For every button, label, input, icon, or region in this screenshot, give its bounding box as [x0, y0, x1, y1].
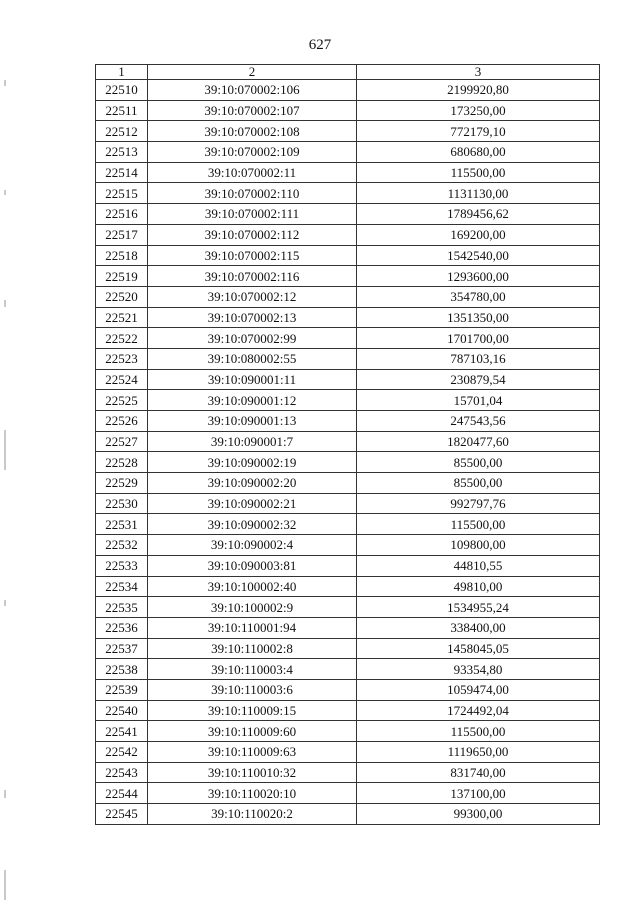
scan-mark — [4, 600, 6, 606]
value-cell: 1458045,05 — [357, 638, 600, 659]
cadastral-number-cell: 39:10:070002:111 — [148, 204, 357, 225]
table-row — [96, 328, 600, 349]
cadastral-number-cell: 39:10:070002:107 — [148, 100, 357, 121]
row-number-cell: 22522 — [96, 328, 148, 349]
value-cell: 109800,00 — [357, 535, 600, 556]
cadastral-number-cell: 39:10:090002:32 — [148, 514, 357, 535]
row-number-cell: 22510 — [96, 80, 148, 101]
value-cell: 772179,10 — [357, 121, 600, 142]
table-row — [96, 452, 600, 473]
cadastral-number-cell: 39:10:100002:9 — [148, 597, 357, 618]
table-row — [96, 411, 600, 432]
cadastral-number-cell: 39:10:110003:6 — [148, 679, 357, 700]
row-number-cell: 22525 — [96, 390, 148, 411]
value-cell: 1701700,00 — [357, 328, 600, 349]
table-row — [96, 617, 600, 638]
row-number-cell: 22513 — [96, 142, 148, 163]
row-number-cell: 22527 — [96, 431, 148, 452]
row-number-cell: 22535 — [96, 597, 148, 618]
value-cell: 1820477,60 — [357, 431, 600, 452]
scan-mark — [4, 300, 6, 307]
table-row — [96, 348, 600, 369]
cadastral-number-cell: 39:10:070002:109 — [148, 142, 357, 163]
value-cell: 787103,16 — [357, 348, 600, 369]
cadastral-number-cell: 39:10:080002:55 — [148, 348, 357, 369]
table-header-row — [96, 65, 600, 80]
value-cell: 2199920,80 — [357, 80, 600, 101]
cadastral-number-cell: 39:10:090001:12 — [148, 390, 357, 411]
row-number-cell: 22537 — [96, 638, 148, 659]
value-cell: 247543,56 — [357, 411, 600, 432]
table-row — [96, 224, 600, 245]
value-cell: 1534955,24 — [357, 597, 600, 618]
row-number-cell: 22538 — [96, 659, 148, 680]
row-number-cell: 22542 — [96, 742, 148, 763]
row-number-cell: 22539 — [96, 679, 148, 700]
row-number-cell: 22531 — [96, 514, 148, 535]
table-row — [96, 493, 600, 514]
table-row — [96, 783, 600, 804]
cadastral-number-cell: 39:10:070002:99 — [148, 328, 357, 349]
table-row — [96, 121, 600, 142]
row-number-cell: 22530 — [96, 493, 148, 514]
row-number-cell: 22541 — [96, 721, 148, 742]
column-header-3: 3 — [357, 65, 600, 80]
row-number-cell: 22544 — [96, 783, 148, 804]
value-cell: 831740,00 — [357, 762, 600, 783]
table-row — [96, 742, 600, 763]
cadastral-number-cell: 39:10:110003:4 — [148, 659, 357, 680]
value-cell: 1542540,00 — [357, 245, 600, 266]
cadastral-number-cell: 39:10:070002:115 — [148, 245, 357, 266]
cadastral-number-cell: 39:10:090002:20 — [148, 473, 357, 494]
scan-margin-marks — [0, 0, 12, 905]
table-row — [96, 638, 600, 659]
value-cell: 85500,00 — [357, 473, 600, 494]
scan-mark — [4, 870, 6, 900]
cadastral-number-cell: 39:10:110020:10 — [148, 783, 357, 804]
table-row — [96, 514, 600, 535]
table-row — [96, 804, 600, 825]
cadastral-number-cell: 39:10:070002:108 — [148, 121, 357, 142]
cadastral-number-cell: 39:10:110020:2 — [148, 804, 357, 825]
row-number-cell: 22512 — [96, 121, 148, 142]
row-number-cell: 22519 — [96, 266, 148, 287]
table-body — [96, 80, 600, 825]
table-row — [96, 597, 600, 618]
row-number-cell: 22524 — [96, 369, 148, 390]
row-number-cell: 22526 — [96, 411, 148, 432]
table-row — [96, 369, 600, 390]
value-cell: 15701,04 — [357, 390, 600, 411]
page-number: 627 — [308, 37, 332, 53]
table-row — [96, 162, 600, 183]
row-number-cell: 22545 — [96, 804, 148, 825]
cadastral-number-cell: 39:10:070002:110 — [148, 183, 357, 204]
row-number-cell: 22521 — [96, 307, 148, 328]
row-number-cell: 22516 — [96, 204, 148, 225]
cadastral-number-cell: 39:10:100002:40 — [148, 576, 357, 597]
table-row — [96, 721, 600, 742]
table-row — [96, 390, 600, 411]
column-header-2: 2 — [148, 65, 357, 80]
table-row — [96, 679, 600, 700]
value-cell: 99300,00 — [357, 804, 600, 825]
scan-mark — [4, 190, 6, 195]
row-number-cell: 22514 — [96, 162, 148, 183]
cadastral-number-cell: 39:10:070002:12 — [148, 286, 357, 307]
value-cell: 1789456,62 — [357, 204, 600, 225]
row-number-cell: 22511 — [96, 100, 148, 121]
value-cell: 680680,00 — [357, 142, 600, 163]
row-number-cell: 22515 — [96, 183, 148, 204]
table-row — [96, 142, 600, 163]
cadastral-number-cell: 39:10:090002:4 — [148, 535, 357, 556]
scan-mark — [4, 430, 6, 470]
table-row — [96, 700, 600, 721]
value-cell: 115500,00 — [357, 162, 600, 183]
table-row — [96, 80, 600, 101]
table-row — [96, 555, 600, 576]
row-number-cell: 22532 — [96, 535, 148, 556]
value-cell: 169200,00 — [357, 224, 600, 245]
table-row — [96, 576, 600, 597]
value-cell: 230879,54 — [357, 369, 600, 390]
cadastral-number-cell: 39:10:090002:19 — [148, 452, 357, 473]
cadastral-number-cell: 39:10:110009:60 — [148, 721, 357, 742]
value-cell: 1724492,04 — [357, 700, 600, 721]
cadastral-number-cell: 39:10:090001:7 — [148, 431, 357, 452]
scan-mark — [4, 790, 6, 798]
value-cell: 1351350,00 — [357, 307, 600, 328]
row-number-cell: 22540 — [96, 700, 148, 721]
cadastral-number-cell: 39:10:090001:13 — [148, 411, 357, 432]
cadastral-number-cell: 39:10:090003:81 — [148, 555, 357, 576]
cadastral-number-cell: 39:10:070002:112 — [148, 224, 357, 245]
row-number-cell: 22517 — [96, 224, 148, 245]
cadastral-number-cell: 39:10:070002:106 — [148, 80, 357, 101]
value-cell: 1293600,00 — [357, 266, 600, 287]
row-number-cell: 22520 — [96, 286, 148, 307]
table-row — [96, 183, 600, 204]
table-row — [96, 245, 600, 266]
cadastral-number-cell: 39:10:110009:15 — [148, 700, 357, 721]
table-row — [96, 100, 600, 121]
cadastral-number-cell: 39:10:110009:63 — [148, 742, 357, 763]
cadastral-number-cell: 39:10:090002:21 — [148, 493, 357, 514]
table-row — [96, 535, 600, 556]
row-number-cell: 22529 — [96, 473, 148, 494]
scan-mark — [4, 80, 6, 86]
table-row — [96, 266, 600, 287]
table-row — [96, 431, 600, 452]
value-cell: 49810,00 — [357, 576, 600, 597]
cadastral-number-cell: 39:10:110002:8 — [148, 638, 357, 659]
value-cell: 1119650,00 — [357, 742, 600, 763]
value-cell: 115500,00 — [357, 721, 600, 742]
cadastral-number-cell: 39:10:070002:11 — [148, 162, 357, 183]
value-cell: 1131130,00 — [357, 183, 600, 204]
column-header-1: 1 — [96, 65, 148, 80]
value-cell: 992797,76 — [357, 493, 600, 514]
value-cell: 1059474,00 — [357, 679, 600, 700]
table-row — [96, 307, 600, 328]
value-cell: 115500,00 — [357, 514, 600, 535]
row-number-cell: 22534 — [96, 576, 148, 597]
value-cell: 173250,00 — [357, 100, 600, 121]
row-number-cell: 22523 — [96, 348, 148, 369]
table-row — [96, 762, 600, 783]
table-row — [96, 204, 600, 225]
row-number-cell: 22533 — [96, 555, 148, 576]
cadastral-number-cell: 39:10:110010:32 — [148, 762, 357, 783]
table-row — [96, 659, 600, 680]
cadastral-number-cell: 39:10:110001:94 — [148, 617, 357, 638]
value-cell: 44810,55 — [357, 555, 600, 576]
row-number-cell: 22543 — [96, 762, 148, 783]
value-cell: 354780,00 — [357, 286, 600, 307]
value-cell: 93354,80 — [357, 659, 600, 680]
registry-table — [95, 64, 600, 825]
table-row — [96, 286, 600, 307]
value-cell: 137100,00 — [357, 783, 600, 804]
value-cell: 85500,00 — [357, 452, 600, 473]
row-number-cell: 22528 — [96, 452, 148, 473]
table-row — [96, 473, 600, 494]
cadastral-number-cell: 39:10:090001:11 — [148, 369, 357, 390]
value-cell: 338400,00 — [357, 617, 600, 638]
cadastral-number-cell: 39:10:070002:13 — [148, 307, 357, 328]
row-number-cell: 22518 — [96, 245, 148, 266]
row-number-cell: 22536 — [96, 617, 148, 638]
cadastral-number-cell: 39:10:070002:116 — [148, 266, 357, 287]
